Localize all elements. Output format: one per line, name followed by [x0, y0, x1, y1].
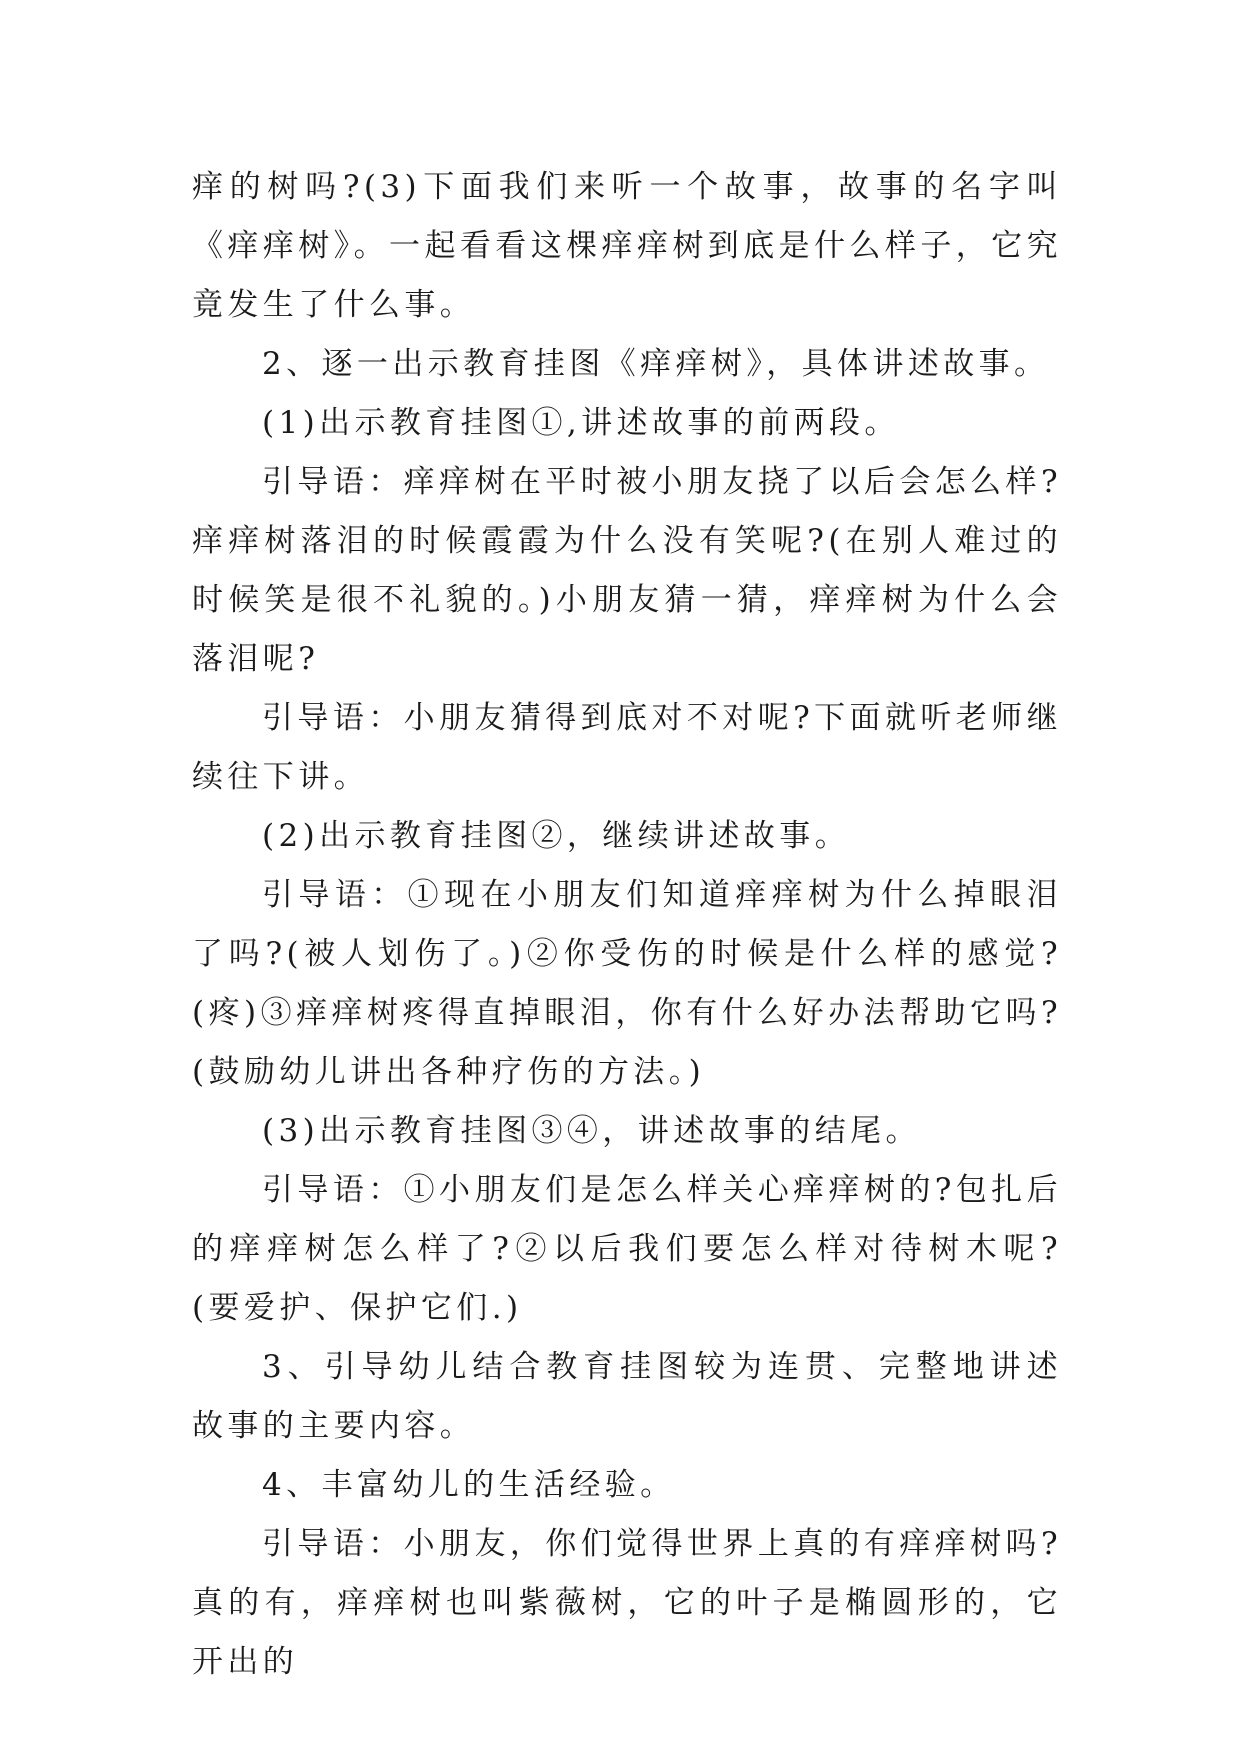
- paragraph-guide-2: 引导语：小朋友猜得到底对不对呢?下面就听老师继续往下讲。: [192, 700, 1062, 795]
- paragraph-guide-3: 引导语：①现在小朋友们知道痒痒树为什么掉眼泪了吗?(被人划伤了。)②你受伤的时候是什么样的感觉?(疼)③痒痒树疼得直掉眼泪，你有什么好办法帮助它吗?(鼓励幼儿讲出各种疗伤的方法。): [192, 877, 1062, 1090]
- document-body: [192, 158, 1062, 1692]
- paragraph-step-4: 4、丰富幼儿的生活经验。: [262, 1467, 676, 1503]
- paragraph-step-2-2: (2)出示教育挂图②，继续讲述故事。: [262, 818, 851, 854]
- paragraph-guide-4: 引导语：①小朋友们是怎么样关心痒痒树的?包扎后的痒痒树怎么样了?②以后我们要怎么样对待树木呢?(要爱护、保护它们.): [192, 1172, 1062, 1326]
- paragraph-guide-5: 引导语：小朋友，你们觉得世界上真的有痒痒树吗?真的有，痒痒树也叫紫薇树，它的叶子是椭圆形的，它开出的: [192, 1526, 1062, 1680]
- paragraph-step-3: 3、引导幼儿结合教育挂图较为连贯、完整地讲述故事的主要内容。: [192, 1349, 1062, 1444]
- paragraph-story-intro: 痒的树吗?(3)下面我们来听一个故事，故事的名字叫《痒痒树》。一起看看这棵痒痒树到底是什么样子，它究竟发生了什么事。: [192, 169, 1062, 323]
- paragraph-step-2: 2、逐一出示教育挂图《痒痒树》，具体讲述故事。: [262, 346, 1050, 382]
- paragraph-step-2-3: (3)出示教育挂图③④，讲述故事的结尾。: [262, 1113, 921, 1149]
- paragraph-step-2-1: (1)出示教育挂图①,讲述故事的前两段。: [262, 405, 900, 441]
- paragraph-guide-1: 引导语：痒痒树在平时被小朋友挠了以后会怎么样?痒痒树落泪的时候霞霞为什么没有笑呢?(在别人难过的时候笑是很不礼貌的。)小朋友猜一猜，痒痒树为什么会落泪呢?: [192, 464, 1062, 677]
